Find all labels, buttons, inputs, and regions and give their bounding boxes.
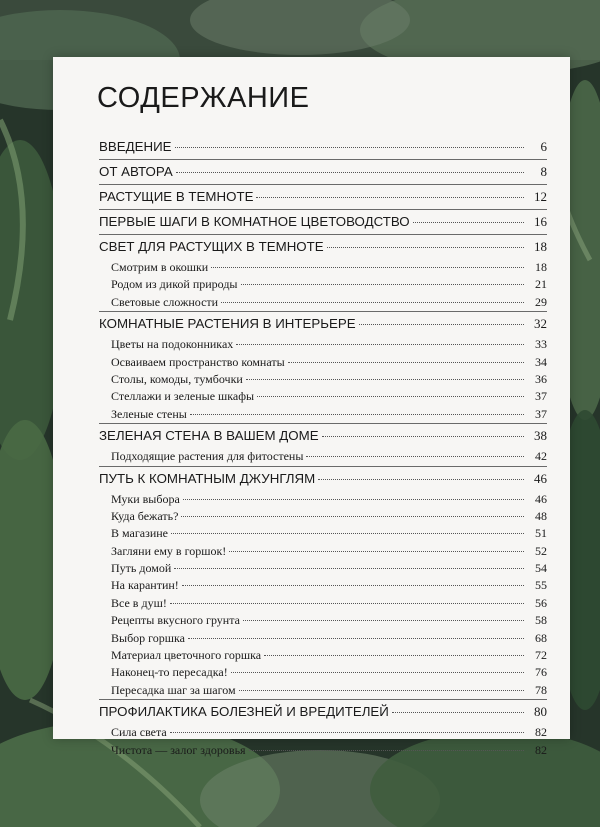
entry-title: СВЕТ ДЛЯ РАСТУЩИХ В ТЕМНОТЕ <box>99 239 324 254</box>
page-number: 82 <box>535 725 547 740</box>
entry-title: ПУТЬ К КОМНАТНЫМ ДЖУНГЛЯМ <box>99 470 316 486</box>
dot-leader <box>239 690 524 691</box>
entry-title: ЗЕЛЕНАЯ СТЕНА В ВАШЕМ ДОМЕ <box>99 428 319 444</box>
dot-leader <box>236 344 524 345</box>
page-number: 21 <box>535 277 547 292</box>
dot-leader <box>241 284 525 285</box>
toc-subentry[interactable] <box>99 259 547 276</box>
dot-leader <box>170 732 524 733</box>
dot-leader <box>256 197 524 198</box>
entry-title: Выбор горшка <box>111 630 186 645</box>
page-number: 18 <box>535 260 547 274</box>
dot-leader <box>288 362 524 363</box>
page-number: 34 <box>535 354 547 369</box>
toc-section <box>99 135 547 159</box>
entry-title: ОТ АВТОРА <box>99 164 173 179</box>
dot-leader <box>306 456 524 457</box>
page-title: СОДЕРЖАНИЕ <box>97 82 310 114</box>
toc-chapter-entry[interactable] <box>99 235 547 259</box>
toc-section <box>99 184 547 209</box>
table-of-contents <box>99 135 547 759</box>
dot-leader <box>188 638 524 639</box>
page-number: 58 <box>535 613 547 628</box>
toc-subentry[interactable] <box>99 543 547 560</box>
page-number: 38 <box>534 428 547 444</box>
entry-title: Загляни ему в горшок! <box>111 543 227 558</box>
contents-panel <box>53 57 570 757</box>
dot-leader <box>221 302 524 303</box>
entry-title: Рецепты вкусного грунта <box>111 613 240 628</box>
dot-leader <box>257 396 524 397</box>
toc-subentry[interactable] <box>99 354 547 371</box>
toc-subentry[interactable] <box>99 664 547 681</box>
page-number: 52 <box>535 543 547 558</box>
dot-leader <box>182 585 524 586</box>
dot-leader <box>229 551 524 552</box>
toc-chapter-entry[interactable] <box>99 210 547 234</box>
entry-title: Куда бежать? <box>111 508 179 523</box>
dot-leader <box>327 247 524 248</box>
toc-subentry[interactable] <box>99 724 547 741</box>
toc-subentry[interactable] <box>99 276 547 293</box>
entry-title: Материал цветочного горшка <box>111 648 262 663</box>
toc-subentry[interactable] <box>99 525 547 542</box>
entry-title: Наконец-то пересадка! <box>111 665 228 680</box>
toc-chapter-entry[interactable] <box>99 185 547 209</box>
entry-title: Путь домой <box>111 561 172 576</box>
entry-title: На карантин! <box>111 578 179 593</box>
page-number: 54 <box>535 561 547 576</box>
toc-chapter-entry[interactable] <box>99 424 547 448</box>
entry-title: Осваиваем пространство комнаты <box>111 354 285 369</box>
entry-title: ВВЕДЕНИЕ <box>99 139 172 154</box>
page-number: 46 <box>535 491 547 506</box>
entry-title: Стеллажи и зеленые шкафы <box>111 389 255 404</box>
toc-subentry[interactable] <box>99 294 547 311</box>
entry-title: Цветы на подоконниках <box>111 337 234 352</box>
dot-leader <box>181 516 524 517</box>
toc-section <box>99 234 547 311</box>
page-number: 48 <box>535 508 547 523</box>
toc-subentry[interactable] <box>99 406 547 423</box>
entry-title: Световые сложности <box>111 294 219 309</box>
dot-leader <box>176 172 524 173</box>
toc-section <box>99 466 547 700</box>
dot-leader <box>171 533 524 534</box>
toc-subentry[interactable] <box>99 371 547 388</box>
toc-chapter-entry[interactable] <box>99 700 547 724</box>
toc-subentry[interactable] <box>99 448 547 465</box>
dot-leader <box>322 436 524 437</box>
toc-section <box>99 209 547 234</box>
page-number: 51 <box>535 526 547 541</box>
entry-title: Чистота — залог здоровья <box>111 742 246 757</box>
page-number: 56 <box>535 595 547 610</box>
dot-leader <box>190 414 524 415</box>
page-number: 33 <box>535 337 547 352</box>
dot-leader <box>264 655 524 656</box>
dot-leader <box>413 222 524 223</box>
page-number: 78 <box>535 682 547 697</box>
page-number: 37 <box>535 406 547 421</box>
toc-subentry[interactable] <box>99 647 547 664</box>
entry-title: ПЕРВЫЕ ШАГИ В КОМНАТНОЕ ЦВЕТОВОДСТВО <box>99 214 410 229</box>
toc-chapter-entry[interactable] <box>99 312 547 336</box>
dot-leader <box>249 750 524 751</box>
page-number: 46 <box>534 470 547 486</box>
toc-subentry[interactable] <box>99 388 547 405</box>
entry-title: КОМНАТНЫЕ РАСТЕНИЯ В ИНТЕРЬЕРЕ <box>99 316 356 332</box>
entry-title: РАСТУЩИЕ В ТЕМНОТЕ <box>99 189 254 204</box>
toc-subentry[interactable] <box>99 508 547 525</box>
entry-title: ПРОФИЛАКТИКА БОЛЕЗНЕЙ И ВРЕДИТЕЛЕЙ <box>99 704 389 720</box>
dot-leader <box>246 379 524 380</box>
toc-subentry[interactable] <box>99 630 547 647</box>
entry-title: Зеленые стены <box>111 406 187 421</box>
page-number: 6 <box>540 139 547 154</box>
toc-subentry[interactable] <box>99 491 547 508</box>
toc-section <box>99 699 547 759</box>
toc-chapter-entry[interactable] <box>99 135 547 159</box>
entry-title: Пересадка шаг за шагом <box>111 682 236 697</box>
dot-leader <box>318 479 524 480</box>
entry-title: Смотрим в окошки <box>111 260 209 274</box>
dot-leader <box>243 620 524 621</box>
toc-section <box>99 311 547 423</box>
page-number: 18 <box>534 239 547 254</box>
toc-chapter-entry[interactable] <box>99 160 547 184</box>
page-number: 82 <box>535 742 547 757</box>
entry-title: Сила света <box>111 725 167 740</box>
entry-title: Подходящие растения для фитостены <box>111 449 304 464</box>
toc-chapter-entry[interactable] <box>99 467 547 491</box>
page-number: 29 <box>535 294 547 309</box>
entry-title: Родом из дикой природы <box>111 277 238 292</box>
toc-subentry[interactable] <box>99 612 547 629</box>
dot-leader <box>175 147 524 148</box>
toc-section <box>99 423 547 465</box>
entry-title: В магазине <box>111 526 168 541</box>
entry-title: Муки выбора <box>111 491 180 506</box>
toc-subentry[interactable] <box>99 577 547 594</box>
page-number: 68 <box>535 630 547 645</box>
toc-section <box>99 159 547 184</box>
page-number: 55 <box>535 578 547 593</box>
toc-subentry[interactable] <box>99 682 547 699</box>
page-number: 80 <box>534 704 547 720</box>
dot-leader <box>183 499 524 500</box>
dot-leader <box>359 324 524 325</box>
page-number: 42 <box>535 449 547 464</box>
page-number: 32 <box>534 316 547 332</box>
page-number: 37 <box>535 389 547 404</box>
toc-subentry[interactable] <box>99 742 547 759</box>
page-number: 76 <box>535 665 547 680</box>
entry-title: Все в душ! <box>111 595 167 610</box>
dot-leader <box>392 712 524 713</box>
page-number: 8 <box>540 164 547 179</box>
page-number: 72 <box>535 648 547 663</box>
page-number: 12 <box>534 189 547 204</box>
dot-leader <box>170 603 524 604</box>
entry-title: Столы, комоды, тумбочки <box>111 371 243 386</box>
dot-leader <box>174 568 524 569</box>
dot-leader <box>211 267 524 268</box>
toc-subentry[interactable] <box>99 336 547 353</box>
toc-subentry[interactable] <box>99 595 547 612</box>
page-number: 16 <box>534 214 547 229</box>
dot-leader <box>231 672 524 673</box>
toc-subentry[interactable] <box>99 560 547 577</box>
page-number: 36 <box>535 371 547 386</box>
